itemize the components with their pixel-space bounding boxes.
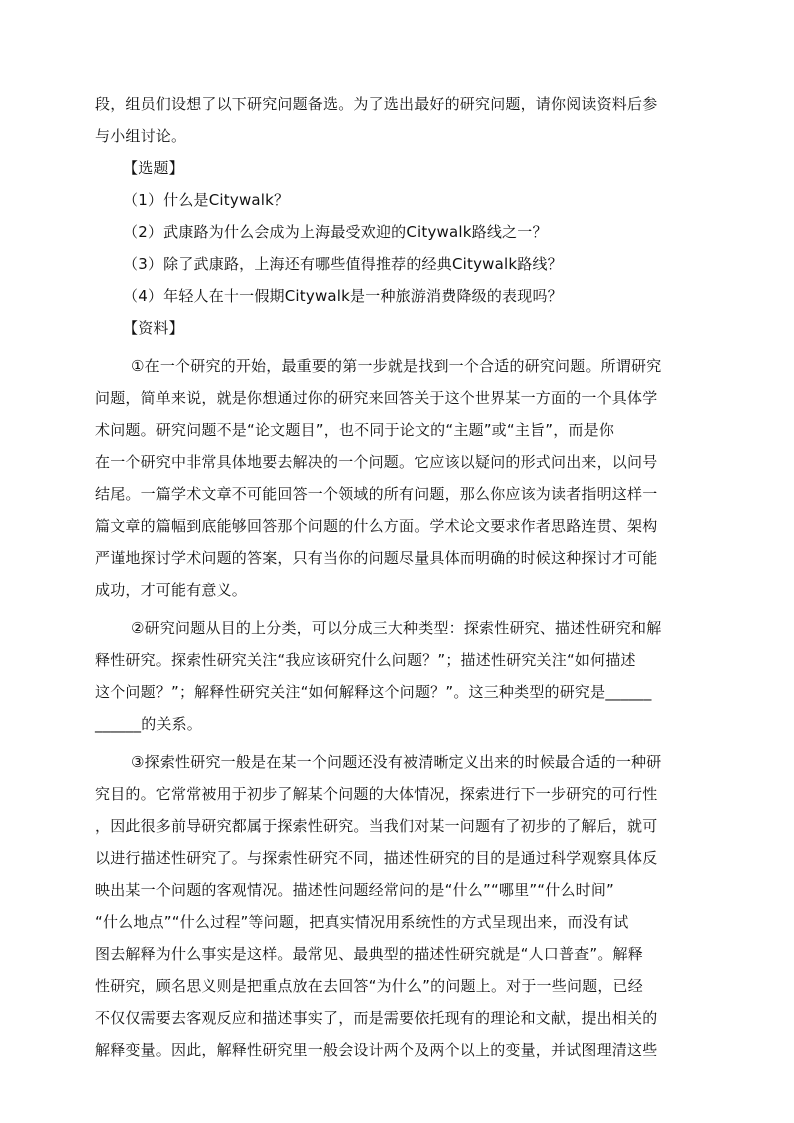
document-page: [95, 88, 701, 1066]
materials-section: [95, 312, 701, 1066]
paragraph-line: 究目的。它常常被用于初步了解某个问题的大体情况，探索进行下一步研究的可行性: [95, 785, 658, 803]
paragraph-line: 问题，简单来说，就是你想通过你的研究来回答关于这个世界某一方面的一个具体学: [95, 389, 658, 407]
topic-item: （3）除了武康路，上海还有哪些值得推荐的经典Citywalk路线？: [123, 255, 563, 273]
paragraph-line: 在一个研究中非常具体地要去解决的一个问题。它应该以疑问的形式问出来，以问号: [95, 453, 658, 471]
paragraph-line: 图去解释为什么事实是这样。最常见、最典型的描述性研究就是“人口普查”。解释: [95, 945, 643, 963]
paragraph-line: ，因此很多前导研究都属于探索性研究。当我们对某一问题有了初步的了解后，就可: [95, 817, 658, 835]
material-paragraph-2: [95, 612, 701, 740]
material-paragraph-3: [95, 746, 701, 1066]
paragraph-line: 映出某一个问题的客观情况。描述性问题经常问的是“什么”“哪里”“什么时间”: [95, 881, 615, 899]
intro-paragraph: [95, 88, 701, 152]
topic-item: （2）武康路为什么会成为上海最受欢迎的Citywalk路线之一？: [123, 223, 548, 241]
material-paragraph-1: [95, 350, 701, 606]
paragraph-line: 这个问题？”；解释性研究关注“如何解释这个问题？”。这三种类型的研究是______: [95, 683, 652, 701]
materials-heading: 【资料】: [123, 319, 184, 337]
intro-line: 段，组员们设想了以下研究问题备选。为了选出最好的研究问题，请你阅读资料后参: [95, 95, 658, 113]
paragraph-line: 严谨地探讨学术问题的答案，只有当你的问题尽量具体而明确的时候这种探讨才可能: [95, 549, 658, 567]
paragraph-line: ①在一个研究的开始，最重要的第一步就是找到一个合适的研究问题。所谓研究: [131, 357, 662, 375]
paragraph-line: ______的关系。: [95, 715, 203, 733]
paragraph-line: ③探索性研究一般是在某一个问题还没有被清晰定义出来的时候最合适的一种研: [131, 753, 662, 771]
paragraph-line: 释性研究。探索性研究关注“我应该研究什么问题？”；描述性研究关注“如何描述: [95, 651, 636, 669]
topics-heading: 【选题】: [123, 159, 184, 177]
paragraph-line: 不仅仅需要去客观反应和描述事实了，而是需要依托现有的理论和文献，提出相关的: [95, 1009, 658, 1027]
paragraph-line: ②研究问题从目的上分类，可以分成三大种类型：探索性研究、描述性研究和解: [131, 619, 662, 637]
paragraph-line: 以进行描述性研究了。与探索性研究不同，描述性研究的目的是通过科学观察具体反: [95, 849, 658, 867]
paragraph-line: 结尾。一篇学术文章不可能回答一个领域的所有问题，那么你应该为读者指明这样一: [95, 485, 658, 503]
paragraph-line: 性研究，顾名思义则是把重点放在去回答“为什么”的问题上。对于一些问题，已经: [95, 977, 643, 995]
intro-line: 与小组讨论。: [95, 127, 187, 145]
topic-item: （4）年轻人在十一假期Citywalk是一种旅游消费降级的表现吗？: [123, 287, 563, 305]
paragraph-line: 篇文章的篇幅到底能够回答那个问题的什么方面。学术论文要求作者思路连贯、架构: [95, 517, 658, 535]
paragraph-line: 解释变量。因此，解释性研究里一般会设计两个及两个以上的变量，并试图理清这些: [95, 1041, 658, 1059]
paragraph-line: 术问题。研究问题不是“论文题目”，也不同于论文的“主题”或“主旨”，而是你: [95, 421, 615, 439]
paragraph-line: “什么地点”“什么过程”等问题，把真实情况用系统性的方式呈现出来，而没有试: [95, 913, 629, 931]
topics-section: [95, 152, 701, 312]
paragraph-line: 成功，才可能有意义。: [95, 581, 248, 599]
topic-item: （1）什么是Citywalk？: [123, 191, 290, 209]
